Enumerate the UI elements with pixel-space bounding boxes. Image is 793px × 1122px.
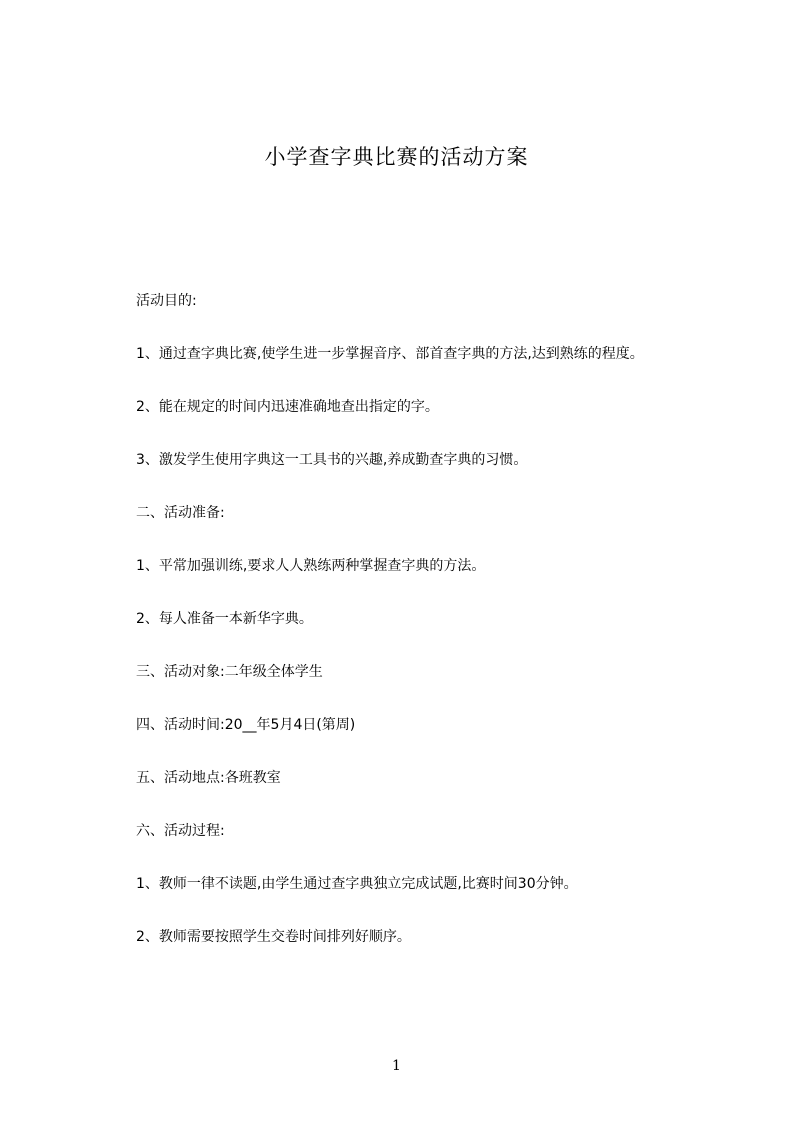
purpose-item-1: 1、通过查字典比赛,使学生进一步掌握音序、部首查字典的方法,达到熟练的程度。 — [136, 346, 644, 362]
preparation-item-2: 2、每人准备一本新华字典。 — [136, 611, 313, 627]
process-item-2: 2、教师需要按照学生交卷时间排列好顺序。 — [136, 929, 411, 945]
section-heading-time: 四、活动时间:20__年5月4日(第周) — [136, 717, 356, 733]
preparation-item-1: 1、平常加强训练,要求人人熟练两种掌握查字典的方法。 — [136, 558, 486, 574]
purpose-item-3: 3、激发学生使用字典这一工具书的兴趣,养成勤查字典的习惯。 — [136, 452, 528, 468]
purpose-item-2: 2、能在规定的时间内迅速准确地查出指定的字。 — [136, 399, 439, 415]
page-number: 1 — [392, 1058, 401, 1074]
document-title: 小学查字典比赛的活动方案 — [264, 145, 529, 169]
process-item-1: 1、教师一律不读题,由学生通过查字典独立完成试题,比赛时间30分钟。 — [136, 876, 578, 892]
section-heading-participants: 三、活动对象:二年级全体学生 — [136, 664, 323, 680]
section-heading-purpose: 活动目的: — [136, 293, 197, 309]
section-heading-preparation: 二、活动准备: — [136, 505, 225, 521]
section-heading-location: 五、活动地点:各班教室 — [136, 770, 281, 786]
section-heading-process: 六、活动过程: — [136, 823, 225, 839]
